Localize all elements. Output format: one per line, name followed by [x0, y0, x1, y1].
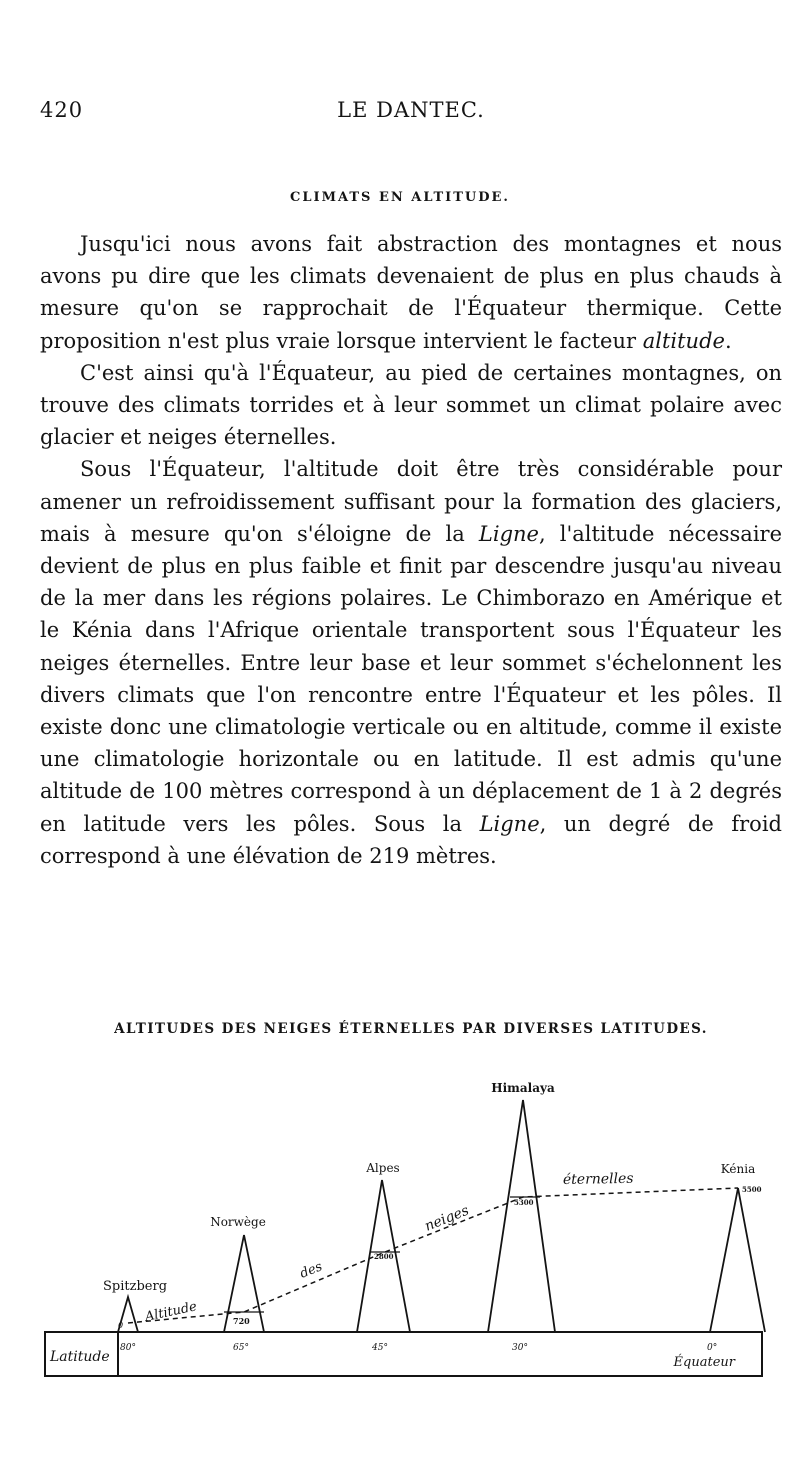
equator-label: Équateur: [673, 1355, 735, 1370]
text-run: , un degré de froid correspond à une élévation de 219 mètres.: [40, 811, 782, 868]
running-title: LE DANTEC.: [337, 98, 485, 122]
italic-term: altitude: [642, 328, 725, 353]
latitude-axis-label: Latitude: [50, 1349, 110, 1365]
page-number: 420: [40, 98, 84, 122]
paragraph: [40, 357, 782, 454]
italic-term: Ligne: [478, 521, 539, 546]
mountain-kenia: [710, 1188, 765, 1332]
snowline-word-1: Altitude: [143, 1299, 199, 1325]
mountain-label-spitzberg: Spitzberg: [103, 1279, 168, 1294]
running-head: [40, 98, 782, 128]
snowline-value-alpes: 2800: [374, 1252, 394, 1261]
italic-term: Ligne: [479, 811, 540, 836]
mountain-label-himalaya: Himalaya: [491, 1081, 555, 1095]
text-run: Jusqu'ici nous avons fait abstraction des montagnes et nous avons pu dire que les climats devenaient de plus en plus chauds à mesure qu'on se rapprochait de l'Équateur thermique. Cette proposition n'est plus vraie lorsque intervient le facteur: [40, 232, 782, 353]
latitude-strip: [45, 1332, 762, 1376]
mountain-label-kenia: Kénia: [720, 1162, 756, 1176]
snowline-value-spitzberg: 0: [118, 1321, 124, 1330]
snowline-diagram: [0, 1060, 800, 1390]
mountain-label-alpes: Alpes: [366, 1161, 400, 1175]
mountain-himalaya: [488, 1100, 555, 1332]
snowline-word-3: neiges: [422, 1202, 472, 1235]
section-title: CLIMATS EN ALTITUDE.: [290, 190, 510, 205]
snowline-value-himalaya: 5300: [514, 1198, 534, 1207]
mountain-label-norwege: Norwège: [210, 1215, 266, 1229]
paragraph: [40, 453, 782, 872]
snowline-curve: [128, 1188, 738, 1323]
snowline-figure: [0, 1060, 800, 1390]
latitude-tick-alpes: 45°: [372, 1343, 388, 1353]
latitude-tick-kenia: 0°: [707, 1343, 718, 1353]
snowline-value-norwege: 720: [233, 1316, 250, 1326]
paragraph: [40, 228, 782, 357]
snowline-value-kenia: 5500: [742, 1185, 762, 1194]
latitude-tick-himalaya: 30°: [512, 1343, 528, 1353]
text-run: C'est ainsi qu'à l'Équateur, au pied de certaines montagnes, on trouve des climats torrides et à leur sommet un climat polaire avec glacier et neiges éternelles.: [40, 360, 782, 450]
snowline-word-4: éternelles: [562, 1170, 634, 1188]
latitude-tick-spitzberg: 80°: [120, 1343, 136, 1353]
text-run: .: [724, 328, 732, 353]
snowline-word-2: des: [297, 1259, 325, 1282]
text-run: Sous l'Équateur, l'altitude doit être très considérable pour amener un refroidissement suffisant pour la formation des glaciers, mais à mesure qu'on s'éloigne de la: [40, 457, 782, 546]
latitude-tick-norwege: 65°: [233, 1343, 249, 1353]
body-text: [40, 228, 782, 872]
figure-title: ALTITUDES DES NEIGES ÉTERNELLES PAR DIVERSES LATITUDES.: [114, 1021, 708, 1037]
text-run: , l'altitude nécessaire devient de plus en plus faible et finit par descendre jusqu'au niveau de la mer dans les régions polaires. Le Chimborazo en Amérique et le Kénia dans l'Afrique orientale transportent sous l'Équateur les neiges éternelles. Entre leur base et leur sommet s'échelonnent les divers climats que l'on rencontre entre l'Équateur et les pôles. Il existe donc une climatologie verticale ou en altitude, comme il existe une climatologie horizontale ou en latitude. Il est admis qu'une altitude de 100 mètres correspond à un déplacement de 1 à 2 degrés en latitude vers les pôles. Sous la: [40, 521, 783, 836]
